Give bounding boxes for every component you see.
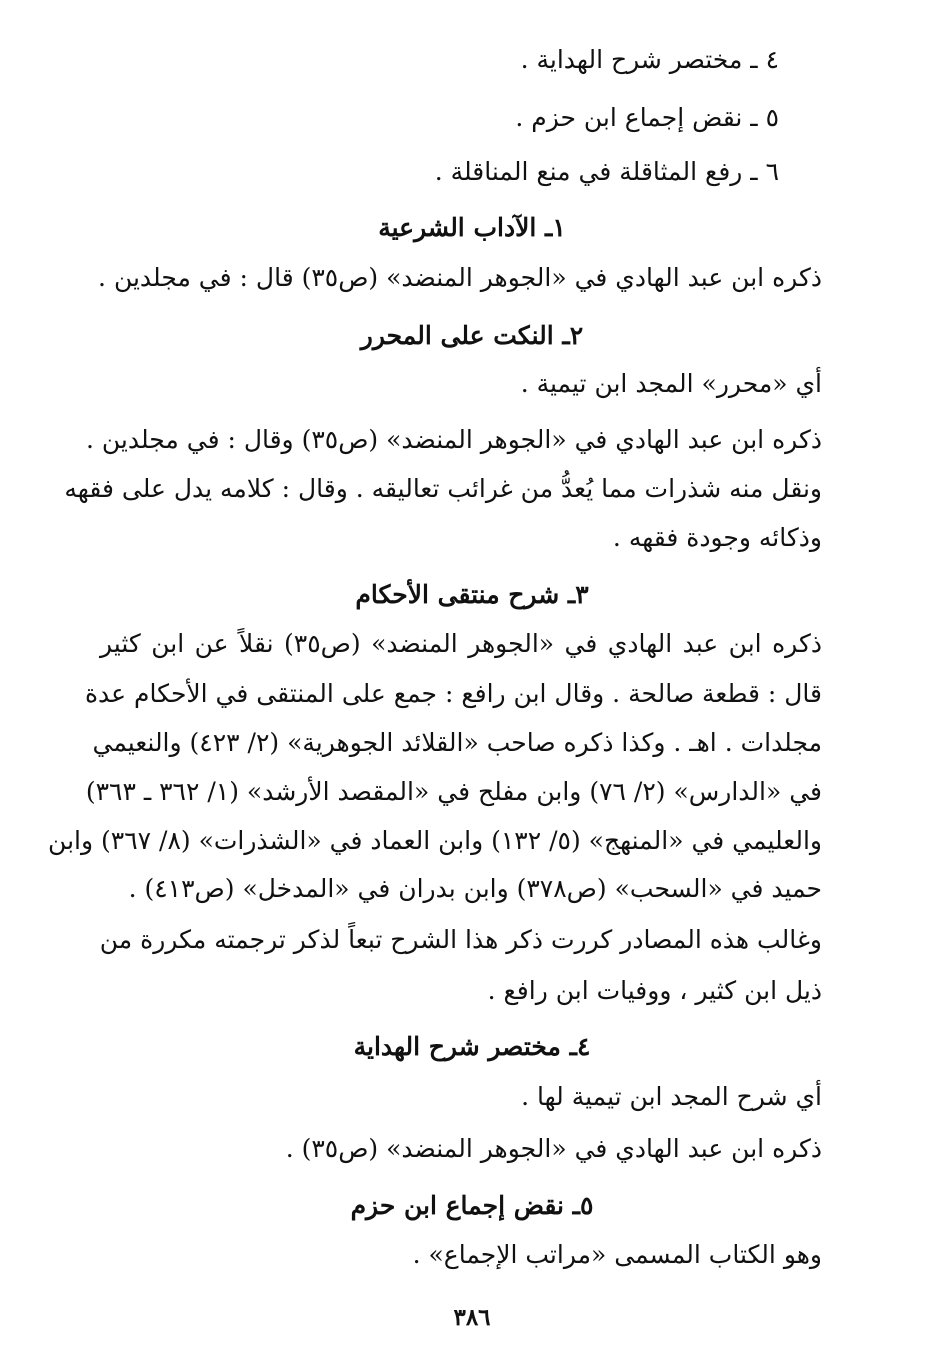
list-item-5: ٥ ـ نقض إجماع ابن حزم . (515, 103, 779, 132)
paragraph-line: وذكائه وجودة فقهه . (612, 523, 822, 552)
paragraph-line: ذيل ابن كثير ، ووفيات ابن رافع . (487, 976, 822, 1005)
paragraph-line: وغالب هذه المصادر كررت ذكر هذا الشرح تبعاً لذكر ترجمته مكررة من (99, 925, 822, 954)
list-item-4: ٤ ـ مختصر شرح الهداية . (520, 45, 779, 74)
paragraph-line: ذكره ابن عبد الهادي في «الجوهر المنضد» (ص٣٥) . (285, 1134, 822, 1163)
paragraph-line: ونقل منه شذرات مما يُعدُّ من غرائب تعاليقه . وقال : كلامه يدل على فقهه (64, 474, 822, 503)
paragraph-line: ذكره ابن عبد الهادي في «الجوهر المنضد» (ص٣٥) نقلاً عن ابن كثير (100, 629, 822, 658)
paragraph-line: مجلدات . اهـ . وكذا ذكره صاحب «القلائد الجوهرية» (٢/ ٤٢٣) والنعيمي (92, 728, 822, 757)
paragraph-line: أي «محرر» المجد ابن تيمية . (520, 369, 822, 398)
paragraph-line: والعليمي في «المنهج» (٥/ ١٣٢) وابن العماد في «الشذرات» (٨/ ٣٦٧) وابن (48, 826, 822, 855)
section-heading-4: ٤ـ مختصر شرح الهداية (353, 1032, 591, 1061)
section-heading-1: ١ـ الآداب الشرعية (378, 213, 566, 242)
paragraph-line: وهو الكتاب المسمى «مراتب الإجماع» . (412, 1240, 822, 1269)
section-heading-5: ٥ـ نقض إجماع ابن حزم (350, 1191, 594, 1220)
section-heading-3: ٣ـ شرح منتقى الأحكام (355, 580, 589, 609)
paragraph-line: قال : قطعة صالحة . وقال ابن رافع : جمع على المنتقى في الأحكام عدة (84, 679, 822, 708)
paragraph-line: ذكره ابن عبد الهادي في «الجوهر المنضد» (ص٣٥) وقال : في مجلدين . (85, 425, 822, 454)
list-item-6: ٦ ـ رفع المثاقلة في منع المناقلة . (434, 157, 779, 186)
paragraph-line: في «الدارس» (٢/ ٧٦) وابن مفلح في «المقصد الأرشد» (١/ ٣٦٢ ـ ٣٦٣) (85, 777, 822, 806)
paragraph-line: أي شرح المجد ابن تيمية لها . (521, 1082, 822, 1111)
page-number: ٣٨٦ (453, 1304, 491, 1331)
section-heading-2: ٢ـ النكت على المحرر (360, 321, 584, 350)
paragraph-line: ذكره ابن عبد الهادي في «الجوهر المنضد» (ص٣٥) قال : في مجلدين . (98, 263, 822, 292)
paragraph-line: حميد في «السحب» (ص٣٧٨) وابن بدران في «المدخل» (ص٤١٣) . (128, 874, 822, 903)
